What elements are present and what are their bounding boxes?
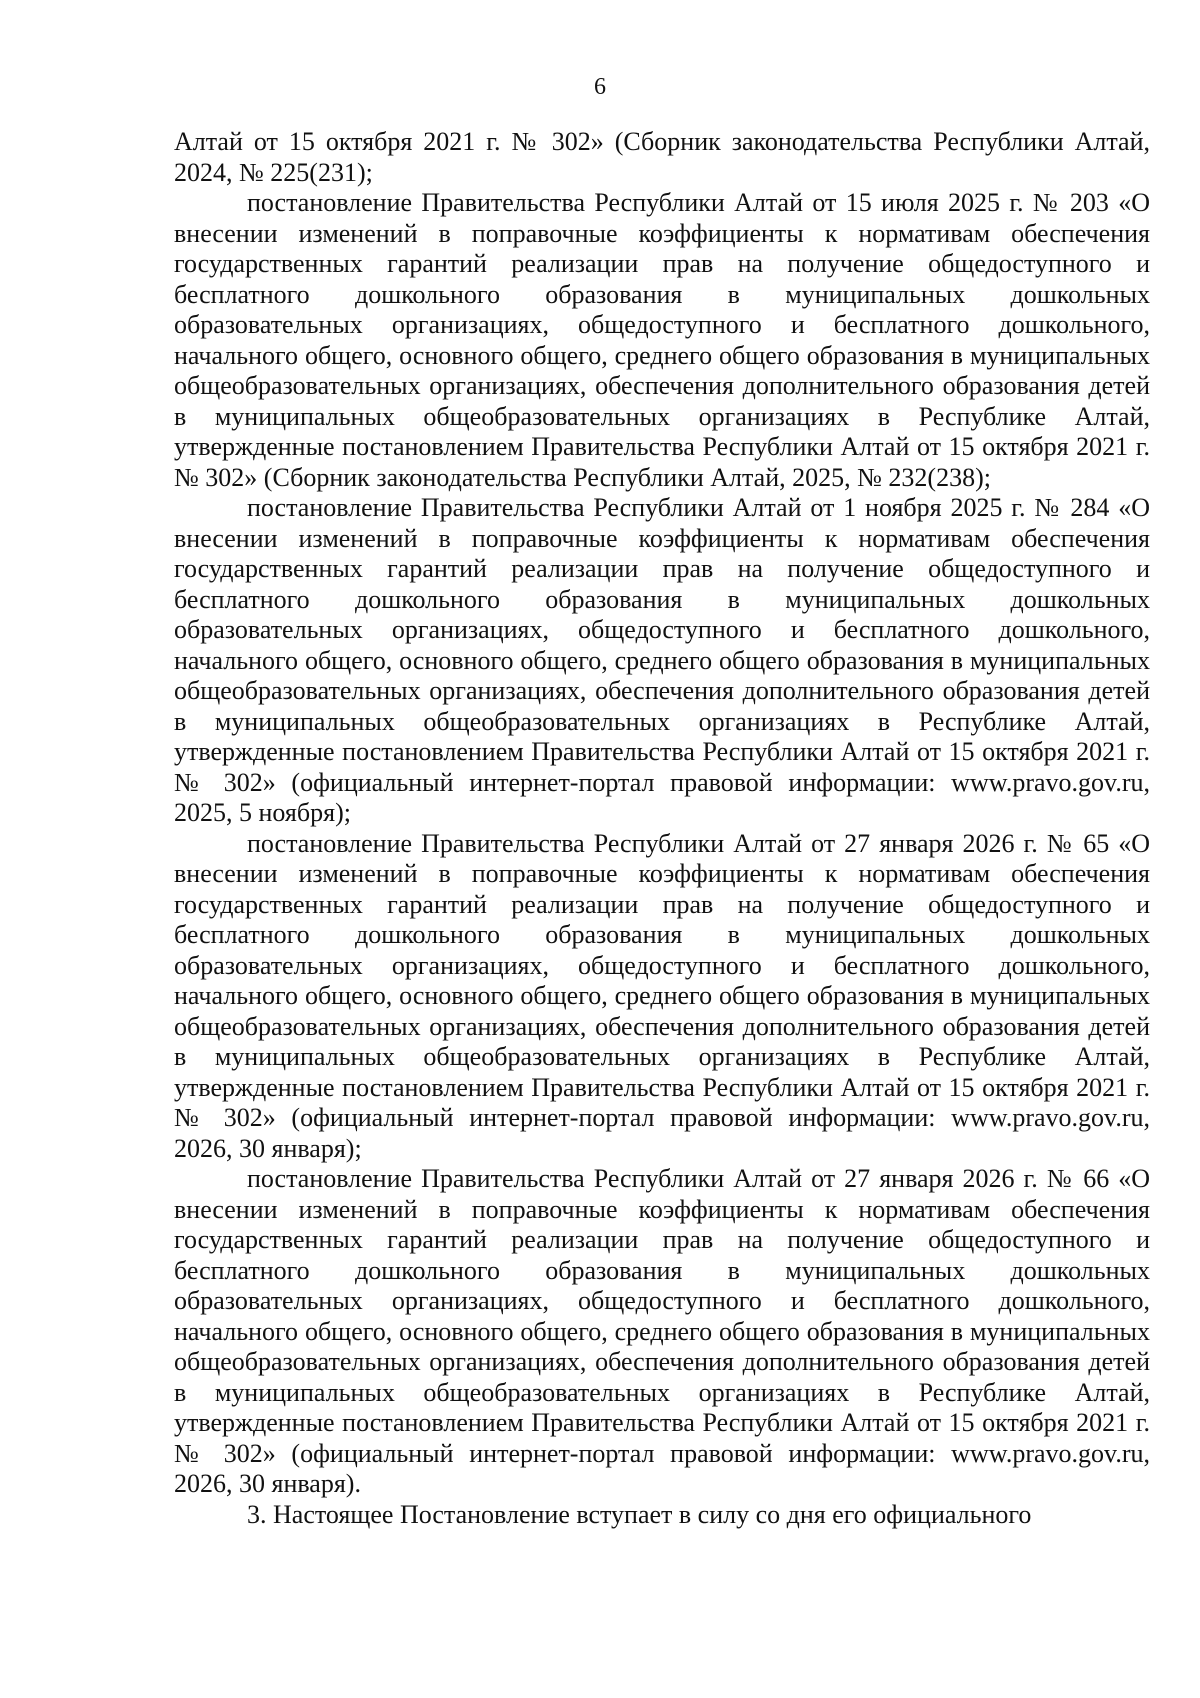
paragraph-resolution-203: постановление Правительства Республики Алтай от 15 июля 2025 г. № 203 «О внесении изменений в поправочные коэффициенты к нормативам обеспечения государственных гарантий реализации прав на получение общедоступного и бесплатного дошкольного образования в муниципальных дошкольных образовательных организациях, общедоступного и бесплатного дошкольного, начального общего, основного общего, среднего общего образования в муниципальных общеобразовательных организациях, обеспечения дополнительного образования детей в муниципальных общеобразовательных организациях в Республике Алтай, утвержденные постановлением Правительства Республики Алтай от 15 октября 2021 г. № 302» (Сборник законодательства Республики Алтай, 2025, № 232(238); — [174, 188, 1150, 492]
paragraph-continuation: Алтай от 15 октября 2021 г. № 302» (Сборник законодательства Республики Алтай, 2024, № 225(231); — [174, 127, 1150, 187]
paragraph-item-3: 3. Настоящее Постановление вступает в силу со дня его официального — [247, 1499, 1032, 1529]
paragraph-resolution-65: постановление Правительства Республики Алтай от 27 января 2026 г. № 65 «О внесении изменений в поправочные коэффициенты к нормативам обеспечения государственных гарантий реализации прав на получение общедоступного и бесплатного дошкольного образования в муниципальных дошкольных образовательных организациях, общедоступного и бесплатного дошкольного, начального общего, основного общего, среднего общего образования в муниципальных общеобразовательных организациях, обеспечения дополнительного образования детей в муниципальных общеобразовательных организациях в Республике Алтай, утвержденные постановлением Правительства Республики Алтай от 15 октября 2021 г. № 302» (официальный интернет-портал правовой информации: www.pravo.gov.ru, 2026, 30 января); — [174, 828, 1150, 1163]
paragraph-resolution-66: постановление Правительства Республики Алтай от 27 января 2026 г. № 66 «О внесении изменений в поправочные коэффициенты к нормативам обеспечения государственных гарантий реализации прав на получение общедоступного и бесплатного дошкольного образования в муниципальных дошкольных образовательных организациях, общедоступного и бесплатного дошкольного, начального общего, основного общего, среднего общего образования в муниципальных общеобразовательных организациях, обеспечения дополнительного образования детей в муниципальных общеобразовательных организациях в Республике Алтай, утвержденные постановлением Правительства Республики Алтай от 15 октября 2021 г. № 302» (официальный интернет-портал правовой информации: www.pravo.gov.ru, 2026, 30 января). — [174, 1164, 1150, 1498]
page-number: 6 — [594, 74, 606, 100]
document-body — [174, 127, 1150, 1530]
paragraph-resolution-284: постановление Правительства Республики Алтай от 1 ноября 2025 г. № 284 «О внесении изменений в поправочные коэффициенты к нормативам обеспечения государственных гарантий реализации прав на получение общедоступного и бесплатного дошкольного образования в муниципальных дошкольных образовательных организациях, общедоступного и бесплатного дошкольного, начального общего, основного общего, среднего общего образования в муниципальных общеобразовательных организациях, обеспечения дополнительного образования детей в муниципальных общеобразовательных организациях в Республике Алтай, утвержденные постановлением Правительства Республики Алтай от 15 октября 2021 г. № 302» (официальный интернет-портал правовой информации: www.pravo.gov.ru, 2025, 5 ноября); — [174, 493, 1150, 827]
